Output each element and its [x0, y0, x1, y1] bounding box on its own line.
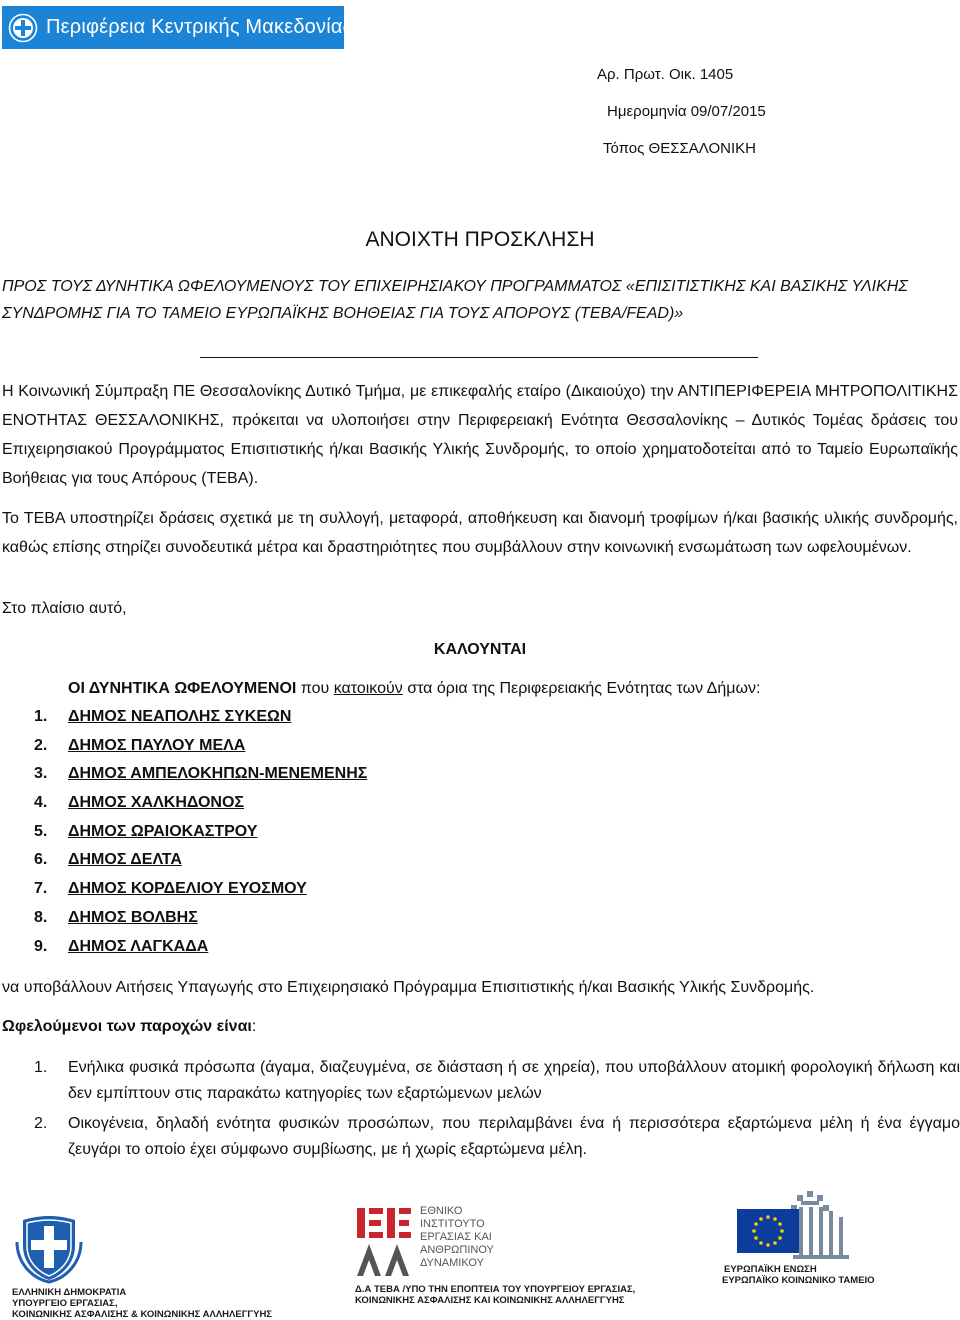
eiead-text-line-3: ΕΡΓΑΣΙΑΣ ΚΑΙ [420, 1231, 492, 1243]
list-item [34, 851, 367, 880]
list-item [34, 708, 367, 737]
list-item [34, 765, 367, 794]
list-number: 5. [34, 822, 48, 840]
page-subtitle: ΠΡΟΣ ΤΟΥΣ ΔΥΝΗΤΙΚΑ ΩΦΕΛΟΥΜΕΝΟΥΣ ΤΟΥ ΕΠΙΧΕΙΡΗΣΙΑΚΟΥ ΠΡΟΓΡΑΜΜΑΤΟΣ «ΕΠΙΣΙΤΙΣΤΙΚΗΣ ΚΑΙ ΒΑΣΙΚΗΣ ΥΛΙΚΗΣ ΣΥΝΔΡΟΜΗΣ ΓΙΑ ΤΟ ΤΑΜΕΙΟ ΕΥΡΩΠΑΪΚΗΣ ΒΟΗΘΕΙΑΣ ΓΙΑ ΤΟΥΣ ΑΠΟΡΟΥΣ (ΤΕΒΑ/FEAD)» [2, 278, 908, 322]
municipality-name: ΔΗΜΟΣ ΒΟΛΒΗΣ [68, 908, 198, 926]
eiead-text-line-5: ΔΥΝΑΜΙΚΟΥ [420, 1257, 484, 1269]
protocol-number: Αρ. Πρωτ. Οικ. 1405 [597, 66, 734, 83]
beneficiaries-underlined: κατοικούν [333, 680, 403, 697]
list-item [34, 794, 367, 823]
region-banner [2, 6, 353, 49]
list-number: 3. [34, 765, 48, 783]
greek-state-line-2: ΥΠΟΥΡΓΕΙΟ ΕΡΓΑΣΙΑΣ, [12, 1298, 118, 1309]
municipality-name: ΔΗΜΟΣ ΛΑΓΚΑΔΑ [68, 937, 209, 955]
divider-rule [200, 357, 758, 358]
municipality-name: ΔΗΜΟΣ ΝΕΑΠΟΛΗΣ ΣΥΚΕΩΝ [68, 708, 292, 725]
greek-state-caption [12, 1287, 272, 1320]
beneficiary-type-text: Οικογένεια, δηλαδή ενότητα φυσικών προσώπων, που περιλαμβάνει ένα ή περισσότερα εξαρτώμενα μέλη ή ένα έγγαμο ζευγάρι το οποίο έχει σύμφωνο συμβίωσης, με ή χωρίς εξαρτώμενα μέλη. [68, 1115, 960, 1158]
submit-instruction: να υποβάλλουν Αιτήσεις Υπαγωγής στο Επιχειρησιακό Πρόγραμμα Επισιτιστικής ή/και Βασικής Υλικής Συνδρομής. [2, 979, 815, 996]
eiead-caption-line-1: Δ.Α ΤΕΒΑ /ΥΠΟ ΤΗΝ ΕΠΟΠΤΕΙΑ ΤΟΥ ΥΠΟΥΡΓΕΙΟΥ ΕΡΓΑΣΙΑΣ, [355, 1284, 636, 1295]
list-number: 7. [34, 880, 48, 898]
municipality-name: ΔΗΜΟΣ ΑΜΠΕΛΟΚΗΠΩΝ-ΜΕΝΕΜΕΝΗΣ [68, 765, 368, 783]
municipality-list [34, 708, 367, 966]
list-number: 6. [34, 851, 48, 869]
beneficiary-type-text: Ενήλικα φυσικά πρόσωπα (άγαμα, διαζευγμένα, σε διάσταση ή σε χηρεία), που υποβάλλουν ατομική φορολογική δήλωση και δεν εμπίπτουν στις παρακάτω κατηγορίες των εξαρτώμενων μελών [68, 1059, 960, 1102]
calls-heading: ΚΑΛΟΥΝΤΑΙ [433, 641, 527, 658]
list-number: 9. [34, 937, 48, 955]
list-number: 4. [34, 794, 48, 812]
list-item [34, 880, 367, 909]
list-number: 2. [34, 1115, 48, 1132]
list-number: 1. [34, 1059, 48, 1076]
intro-paragraph [2, 377, 958, 493]
municipality-name: ΔΗΜΟΣ ΚΟΡΔΕΛΙΟΥ ΕΥΟΣΜΟΥ [68, 880, 307, 898]
list-item [34, 1055, 960, 1107]
list-number: 1. [34, 708, 48, 725]
eiead-text-line-4: ΑΝΘΡΩΠΙΝΟΥ [420, 1244, 494, 1256]
greek-cross-seal-icon [8, 13, 38, 43]
eiead-text-line-1: ΕΘΝΙΚΟ [420, 1205, 463, 1217]
list-item [34, 823, 367, 852]
beneficiaries-bold: ΟΙ ΔΥΝΗΤΙΚΑ ΩΦΕΛΟΥΜΕΝΟΙ [68, 680, 297, 697]
list-number: 2. [34, 736, 48, 754]
eiead-logo-icon [355, 1206, 413, 1278]
greek-state-line-3: ΚΟΙΝΩΝΙΚΗΣ ΑΣΦΑΛΙΣΗΣ & ΚΟΙΝΩΝΙΚΗΣ ΑΛΛΗΛΕΓΓΥΗΣ [12, 1309, 273, 1320]
beneficiaries-t2: στα όρια της Περιφερειακής Ενότητας των Δήμων: [402, 680, 761, 697]
list-number: 8. [34, 908, 48, 926]
beneficiaries-call [68, 680, 760, 698]
greek-state-line-1: ΕΛΛΗΝΙΚΗ ΔΗΜΟΚΡΑΤΙΑ [12, 1287, 127, 1298]
eiead-text-line-2: ΙΝΣΤΙΤΟΥΤΟ [420, 1218, 485, 1230]
eu-commission-logo-icon [713, 1187, 853, 1267]
intro-text: Η Κοινωνική Σύμπραξη ΠΕ Θεσσαλονίκης Δυτικό Τμήμα, με επικεφαλής εταίρο (Δικαιούχο) την ΑΝΤΙΠΕΡΙΦΕΡΕΙΑ ΜΗΤΡΟΠΟΛΙΤΙΚΗΣ ΕΝΟΤΗΤΑΣ ΘΕΣΣΑΛΟΝΙΚΗΣ, πρόκειται να υλοποιήσει στην Περιφερειακή Ενότητα Θεσσαλονίκης – Δυτικός Τομέας δράσεις του Επιχειρησιακού Προγράμματος Επισιτιστικής ή/και Βασικής Υλικής Συνδρομής, το οποίο χρηματοδοτείται από το Ταμείο Ευρωπαϊκής Βοήθειας για τους Απόρους (ΤΕΒΑ). [2, 383, 958, 487]
eiead-caption [355, 1284, 635, 1306]
banner-text: Περιφέρεια Κεντρικής Μακεδονίας [46, 16, 353, 38]
municipality-name: ΔΗΜΟΣ ΔΕΛΤΑ [68, 851, 182, 869]
eiead-logo-text [420, 1205, 494, 1270]
beneficiaries-heading-colon: : [251, 1018, 257, 1035]
eiead-mark-icon [355, 1206, 413, 1278]
municipality-name: ΔΗΜΟΣ ΧΑΛΚΗΔΟΝΟΣ [68, 794, 244, 812]
eu-caption-line-1: ΕΥΡΩΠΑΪΚΗ ΕΝΩΣΗ [724, 1264, 817, 1275]
beneficiaries-heading [2, 1018, 256, 1036]
list-item [34, 909, 367, 938]
teba-paragraph [2, 504, 958, 562]
list-item [34, 1111, 960, 1163]
list-item [34, 938, 367, 967]
greek-coat-of-arms-icon [13, 1212, 85, 1284]
municipality-name: ΔΗΜΟΣ ΩΡΑΙΟΚΑΣΤΡΟΥ [68, 822, 258, 840]
beneficiaries-t1: που [296, 680, 334, 697]
eiead-caption-line-2: ΚΟΙΝΩΝΙΚΗΣ ΑΣΦΑΛΙΣΗΣ ΚΑΙ ΚΟΙΝΩΝΙΚΗΣ ΑΛΛΗΛΕΓΓΥΗΣ [355, 1295, 625, 1306]
context-line: Στο πλαίσιο αυτό, [2, 600, 127, 617]
eu-caption [722, 1264, 875, 1286]
page-title: ΑΝΟΙΧΤΗ ΠΡΟΣΚΛΗΣΗ [365, 228, 595, 251]
municipality-name: ΔΗΜΟΣ ΠΑΥΛΟΥ ΜΕΛΑ [68, 736, 246, 754]
document-place: Τόπος ΘΕΣΣΑΛΟΝΙΚΗ [603, 140, 756, 157]
document-date: Ημερομηνία 09/07/2015 [607, 103, 766, 120]
teba-text: Το ΤΕΒΑ υποστηρίζει δράσεις σχετικά με τη συλλογή, μεταφορά, αποθήκευση και διανομή τροφίμων ή/και βασικής υλικής συνδρομής, καθώς επίσης στηρίζει συνοδευτικά μέτρα και δραστηριότητες που συμβάλλουν στην κοινωνική ενσωμάτωση των ωφελουμένων. [2, 510, 958, 556]
beneficiary-types-list [34, 1055, 960, 1167]
eu-caption-line-2: ΕΥΡΩΠΑΪΚΟ ΚΟΙΝΩΝΙΚΟ ΤΑΜΕΙΟ [722, 1275, 875, 1286]
list-item [34, 737, 367, 766]
beneficiaries-heading-text: Ωφελούμενοι των παροχών είναι [2, 1018, 252, 1035]
